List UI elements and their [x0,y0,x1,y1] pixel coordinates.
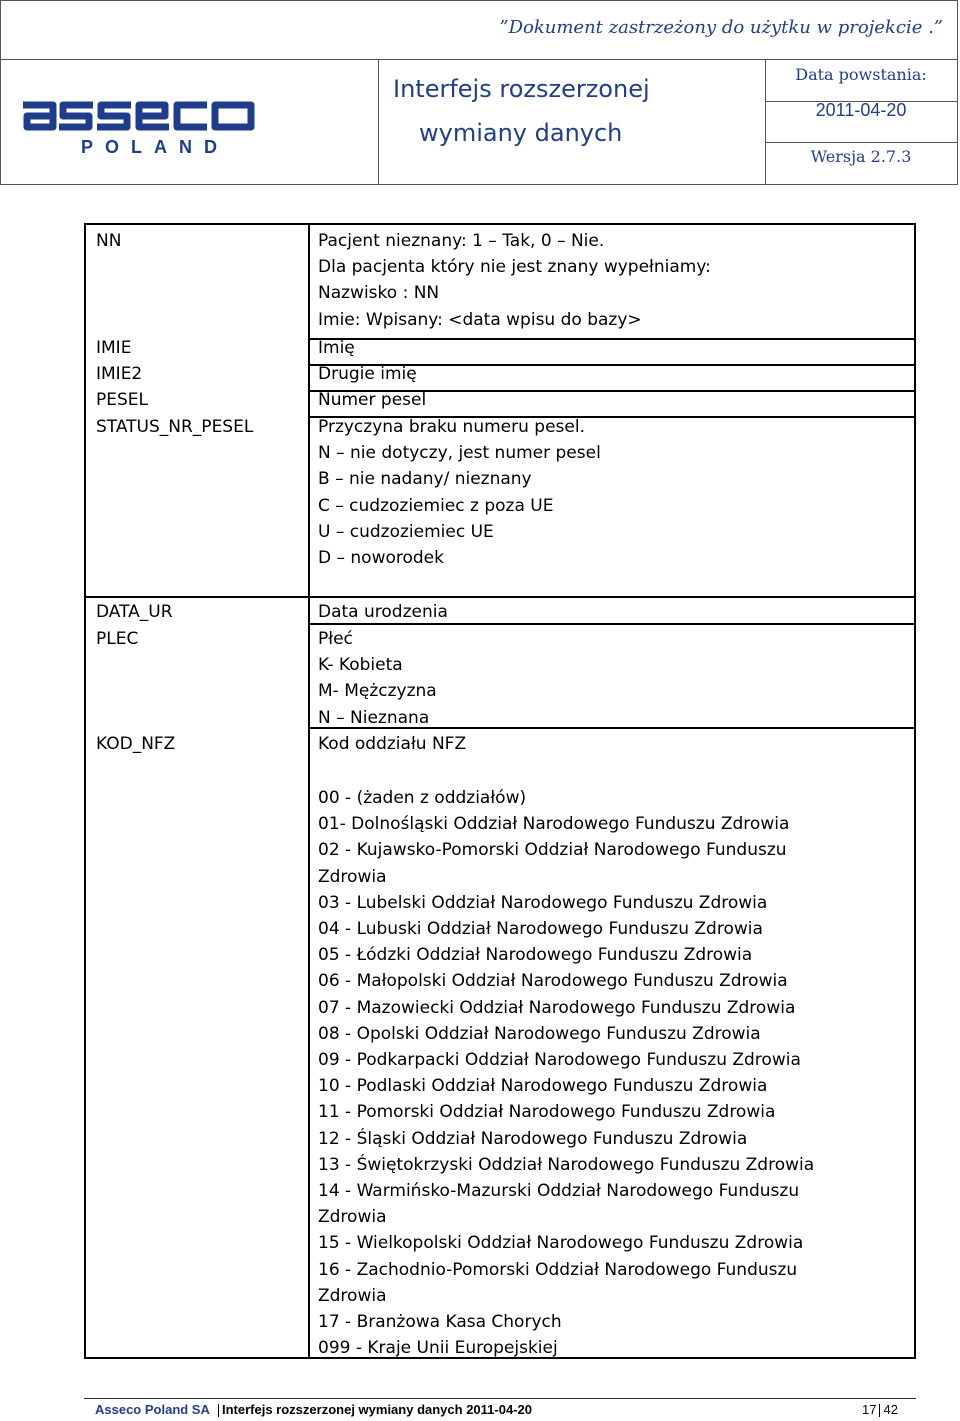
text-line: Płeć [318,629,353,649]
text-line: Dla pacjenta który nie jest znany wypełniamy: [318,257,711,278]
footer-doc-title [215,1402,532,1417]
field-name-imie: IMIE [96,338,132,358]
footer-company: Asseco Poland SA [95,1402,210,1417]
confidentiality-notice: ”Dokument zastrzeżony do użytku w projekcie .” [499,17,943,38]
list-item: 08 - Opolski Oddział Narodowego Funduszu Zdrowia [318,1023,761,1044]
list-item: 00 - (żaden z oddziałów) [318,788,527,808]
logo-subtitle: POLAND [81,137,229,157]
list-item: Zdrowia [318,1207,387,1228]
list-item: 10 - Podlaski Oddział Narodowego Funduszu Zdrowia [318,1076,768,1097]
list-item: 01- Dolnośląski Oddział Narodowego Funduszu Zdrowia [318,814,790,835]
field-name-data-ur: DATA_UR [96,602,173,622]
field-definition-table [84,223,916,1359]
footer-page-number [862,1402,898,1417]
list-item: 07 - Mazowiecki Oddział Narodowego Funduszu Zdrowia [318,997,796,1018]
text-line: K- Kobieta [318,655,403,676]
document-title-line1: Interfejs rozszerzonej [393,75,650,103]
kod-nfz-list [318,785,814,1361]
text-line: Nazwisko : NN [318,283,440,304]
asseco-logo [19,97,259,161]
field-name-nn: NN [96,231,122,251]
field-name-imie2: IMIE2 [96,364,143,384]
text-line: B – nie nadany/ nieznany [318,469,532,490]
page-total: 42 [883,1402,898,1417]
plec-description [318,626,437,731]
kod-nfz-title: Kod oddziału NFZ [318,734,467,754]
list-item: 12 - Śląski Oddział Narodowego Funduszu Zdrowia [318,1128,748,1149]
document-header [0,0,958,185]
imie-description: Imię [318,338,355,358]
footer-title-text: Interfejs rozszerzonej wymiany danych 2011-04-20 [222,1402,532,1417]
list-item: 09 - Podkarpacki Oddział Narodowego Funduszu Zdrowia [318,1050,801,1071]
version-label: Wersja 2.7.3 [810,147,912,166]
text-line: N – nie dotyczy, jest numer pesel [318,443,601,464]
text-line: D – noworodek [318,548,444,569]
text-line: Przyczyna braku numeru pesel. [318,417,585,437]
list-item: 04 - Lubuski Oddział Narodowego Funduszu Zdrowia [318,919,763,940]
field-name-status-nr-pesel: STATUS_NR_PESEL [96,417,254,437]
list-item: 16 - Zachodnio-Pomorski Oddział Narodowego Funduszu [318,1259,798,1280]
field-name-kod-nfz: KOD_NFZ [96,734,176,754]
asseco-wordmark-icon [19,97,259,135]
field-name-plec: PLEC [96,629,139,649]
date-label: Data powstania: [795,65,927,84]
list-item: 099 - Kraje Unii Europejskiej [318,1338,558,1359]
text-line: N – Nieznana [318,707,430,728]
list-item: 05 - Łódzki Oddział Narodowego Funduszu Zdrowia [318,945,753,966]
text-line: Imie: Wpisany: <data wpisu do bazy> [318,309,642,330]
document-title-line2: wymiany danych [419,119,623,147]
status-description [318,414,601,571]
page-current: 17 [862,1402,877,1417]
text-line: U – cudzoziemiec UE [318,521,494,542]
list-item: 13 - Świętokrzyski Oddział Narodowego Funduszu Zdrowia [318,1154,815,1175]
data-ur-description: Data urodzenia [318,602,448,622]
text-line: C – cudzoziemiec z poza UE [318,495,554,516]
list-item: 02 - Kujawsko-Pomorski Oddział Narodowego Funduszu [318,840,787,861]
pesel-description: Numer pesel [318,390,427,410]
list-item: 06 - Małopolski Oddział Narodowego Funduszu Zdrowia [318,971,788,992]
nn-description [318,228,711,333]
list-item: Zdrowia [318,866,387,887]
field-name-pesel: PESEL [96,390,148,410]
list-item: Zdrowia [318,1285,387,1306]
list-item: 17 - Branżowa Kasa Chorych [318,1312,562,1333]
text-line: Pacjent nieznany: 1 – Tak, 0 – Nie. [318,231,605,251]
list-item: 15 - Wielkopolski Oddział Narodowego Funduszu Zdrowia [318,1233,804,1254]
text-line: M- Mężczyzna [318,681,437,702]
list-item: 11 - Pomorski Oddział Narodowego Funduszu Zdrowia [318,1102,776,1123]
list-item: 14 - Warmińsko-Mazurski Oddział Narodowego Funduszu [318,1181,800,1202]
date-value: 2011-04-20 [815,100,907,120]
imie2-description: Drugie imię [318,364,417,384]
list-item: 03 - Lubelski Oddział Narodowego Funduszu Zdrowia [318,892,768,913]
